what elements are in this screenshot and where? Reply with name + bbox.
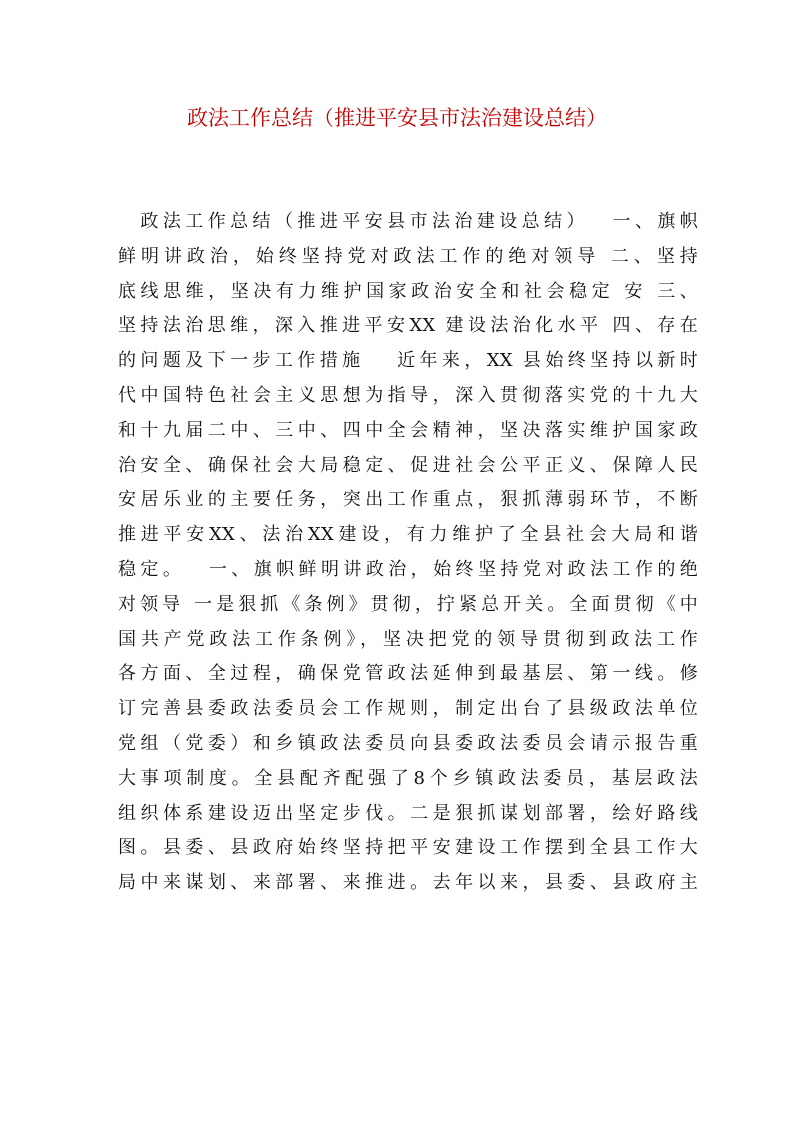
body-line: 局中来谋划、来部署、来推进。去年以来，县委、县政府主 [118, 872, 698, 894]
body-line: 党组（党委）和乡镇政法委员向县委政法委员会请示报告重 [118, 732, 698, 754]
body-line: 政法工作总结（推进平安县市法治建设总结） 一、旗帜 [118, 211, 698, 232]
document-title: 政法工作总结（推进平安县市法治建设总结） [187, 106, 607, 130]
body-line: 代中国特色社会主义思想为指导，深入贯彻落实党的十九大 [118, 384, 698, 406]
body-line: 坚持法治思维，深入推进平安XX 建设法治化水平 四、存在 [118, 315, 698, 337]
body-line: 和十九届二中、三中、四中全会精神，坚决落实维护国家政 [118, 419, 698, 441]
document-body [118, 205, 698, 901]
body-line: 的问题及下一步工作措施 近年来，XX 县始终坚持以新时 [118, 350, 698, 372]
body-line: 安居乐业的主要任务，突出工作重点，狠抓薄弱环节，不断 [118, 489, 698, 511]
body-line: 国共产党政法工作条例》，坚决把党的领导贯彻到政法工作 [118, 628, 698, 650]
body-line: 订完善县委政法委员会工作规则，制定出台了县级政法单位 [118, 698, 698, 720]
body-line: 底线思维，坚决有力维护国家政治安全和社会稳定 安 三、 [118, 280, 698, 302]
body-line: 各方面、全过程，确保党管政法延伸到最基层、第一线。修 [118, 663, 698, 685]
body-line: 稳定。 一、旗帜鲜明讲政治，始终坚持党对政法工作的绝 [118, 558, 698, 580]
body-line: 推进平安XX、法治XX建设，有力维护了全县社会大局和谐 [118, 524, 698, 546]
body-line: 组织体系建设迈出坚定步伐。二是狠抓谋划部署，绘好路线 [118, 802, 698, 824]
body-line: 图。县委、县政府始终坚持把平安建设工作摆到全县工作大 [118, 837, 698, 859]
body-line: 大事项制度。全县配齐配强了8个乡镇政法委员，基层政法 [118, 767, 698, 789]
body-line: 对领导 一是狠抓《条例》贯彻，拧紧总开关。全面贯彻《中 [118, 593, 698, 615]
body-line: 鲜明讲政治，始终坚持党对政法工作的绝对领导 二、坚持 [118, 245, 698, 267]
body-line: 治安全、确保社会大局稳定、促进社会公平正义、保障人民 [118, 454, 698, 476]
